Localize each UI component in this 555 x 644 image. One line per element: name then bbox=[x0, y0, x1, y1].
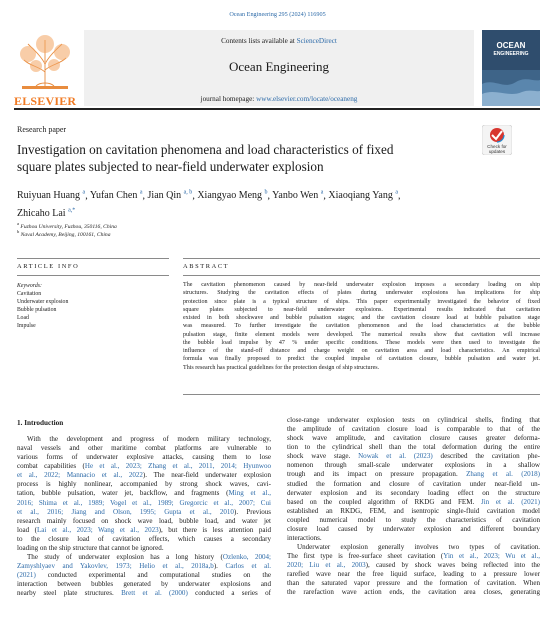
author[interactable] bbox=[197, 190, 267, 201]
author-name: Yanbo Wen bbox=[272, 190, 319, 202]
abstract-line: protection since plate is a typical structure of ships. This paper experimentally investigated the behavior of fixed bbox=[183, 298, 540, 305]
body-text: The first type is free-surface sheet cavitation ( bbox=[287, 552, 444, 561]
crossmark-line-1: Check for bbox=[487, 144, 507, 149]
body-line bbox=[17, 499, 271, 508]
citation-link[interactable]: Zhang et al. (2018) bbox=[466, 470, 541, 479]
body-text: ). Previous bbox=[233, 507, 271, 516]
body-text: various forms of underwater explosive attacks, causing them to lose bbox=[17, 453, 271, 462]
body-text: conducted a series of bbox=[187, 589, 271, 598]
divider bbox=[183, 275, 540, 276]
body-line bbox=[17, 444, 271, 453]
abstract-line: pulsation stage, finite element models were developed. The numerical results show that cavitation will increase bbox=[183, 331, 540, 338]
body-line bbox=[17, 462, 271, 471]
body-text: than the saturated vapor pressure and the formation of cavitation. When bbox=[287, 579, 540, 588]
author-affiliation-mark[interactable]: a,* bbox=[68, 207, 76, 214]
abstract-line: existed in both shockwave and bubble pulsation stages; and the cavitation closure load at bubble pulsation stage bbox=[183, 315, 540, 321]
divider bbox=[17, 275, 169, 276]
body-text: interaction between bubbles generated by underwater explosions and bbox=[17, 580, 271, 589]
crossmark-label[interactable] bbox=[476, 144, 518, 154]
body-line bbox=[17, 571, 271, 580]
body-text: studied the formation and closure of cavitation under near-field un- bbox=[287, 479, 540, 488]
abstract-line: This research has practical guidelines for the protection design of ship structures. bbox=[183, 364, 380, 371]
article-title bbox=[17, 141, 447, 175]
citation-link[interactable]: Ozlenko, 2004; bbox=[222, 553, 271, 562]
author-affiliation-mark[interactable]: a, b bbox=[183, 190, 193, 196]
author[interactable] bbox=[90, 190, 143, 201]
author-affiliation-mark[interactable]: a bbox=[320, 190, 324, 196]
body-text: process is highly nonlinear, accompanied by strong shock waves, cavi- bbox=[17, 480, 271, 489]
body-line bbox=[287, 470, 540, 479]
body-line bbox=[287, 516, 540, 525]
body-line bbox=[17, 489, 271, 498]
body-line bbox=[287, 579, 540, 588]
author[interactable] bbox=[148, 190, 193, 201]
citation-link[interactable]: 2020; Liu et al., 2003 bbox=[287, 561, 366, 570]
author-name: Yufan Chen bbox=[89, 190, 138, 202]
body-column-left bbox=[17, 435, 271, 598]
body-text: The study of underwater explosion has a long history ( bbox=[27, 553, 223, 562]
author-affiliation-mark[interactable]: a bbox=[395, 190, 399, 196]
citation-link[interactable]: Ming et al., bbox=[228, 489, 272, 498]
citation-link[interactable]: Zamyshlyaev and Yakovlev, 1973; Helio et al., 2018a,b bbox=[17, 562, 214, 571]
body-line bbox=[287, 434, 540, 443]
affiliation-mark: a bbox=[17, 221, 19, 226]
citation-link[interactable]: 2016; Shima et al., 1989; Vogel et al., 1989; Gregorcic et al., 2007; Cui bbox=[17, 498, 271, 507]
body-line bbox=[287, 525, 540, 534]
contents-line bbox=[84, 37, 474, 45]
divider bbox=[183, 258, 540, 259]
divider bbox=[183, 394, 540, 395]
body-line bbox=[17, 517, 271, 526]
abstract-line: structures. Studying the cavitation effects of plates during underwater explosions has implications for ship bbox=[183, 290, 540, 297]
affiliation-text: Fuzhou University, Fuzhou, 350116, China bbox=[20, 223, 117, 230]
cover-title-1: OCEAN bbox=[496, 41, 526, 50]
author-list bbox=[17, 186, 537, 221]
body-line bbox=[287, 443, 540, 452]
body-text: ), caused by shock waves being reflected into the bbox=[365, 561, 540, 570]
abstract-line: influence of the stand-off distance and charge weight on cavitation area and load characteristics. An empirical bbox=[183, 348, 540, 354]
contents-prefix: Contents lists available at bbox=[221, 37, 297, 45]
citation-link[interactable]: et al., 2016; Jiang and Olson, 1995; Gupta et al., 2010 bbox=[17, 507, 234, 516]
body-text: conducted experimental and computational studies on the bbox=[35, 571, 271, 580]
citation-link[interactable]: et al., 2022; Mannacio et al., 2022 bbox=[17, 471, 143, 480]
journal-citation[interactable]: Ocean Engineering 295 (2024) 116905 bbox=[229, 11, 326, 18]
affiliation-b bbox=[17, 229, 111, 238]
author-name: Jian Qin bbox=[147, 190, 182, 202]
citation-link[interactable]: Carlos et al. bbox=[225, 562, 271, 571]
keyword: Cavitation bbox=[17, 291, 42, 297]
body-line bbox=[287, 570, 540, 579]
keyword: Bubble pulsation bbox=[17, 307, 57, 313]
body-text: research mainly focused on shock wave load, bubble load, and water jet bbox=[17, 516, 271, 525]
citation-link[interactable]: He et al., 2023; Zhang et al., 2011, 2014; Hyunwoo bbox=[84, 462, 271, 471]
body-line bbox=[287, 489, 540, 498]
keyword: Underwater explosion bbox=[17, 299, 69, 305]
affiliation-text: Naval Academy, Beijing, 100161, China bbox=[20, 231, 111, 238]
body-text: derwater explosion and its secondary loading effect on the structure bbox=[287, 488, 540, 497]
body-text: loading on the ship structure that cannot be ignored. bbox=[17, 543, 164, 552]
body-text: ). The near-field underwater explosion bbox=[142, 471, 271, 480]
title-line-1: Investigation on cavitation phenomena and load characteristics of fixed bbox=[17, 142, 394, 157]
body-text: closure load caused by underwater explosion and different boundary bbox=[287, 524, 540, 533]
body-text: load ( bbox=[17, 525, 37, 534]
body-text: close-range underwater explosion tests on cylindrical shells, finding that bbox=[287, 416, 540, 424]
body-line bbox=[17, 435, 271, 444]
body-line bbox=[287, 498, 540, 507]
crossmark-line-2: updates bbox=[488, 149, 506, 154]
body-line bbox=[287, 480, 540, 489]
body-text: described the cavitation phe- bbox=[432, 452, 540, 461]
citation-link[interactable]: Lai et al., 2023; Wang et al., 2023 bbox=[37, 525, 159, 534]
body-text: trough and its impact on pressure propagation. bbox=[287, 470, 467, 479]
section-1-heading: 1. Introduction bbox=[17, 419, 64, 427]
body-line bbox=[17, 480, 271, 489]
body-text: interactions. bbox=[287, 534, 322, 543]
body-line bbox=[17, 453, 271, 462]
body-text: established an RKDG, FEM, and isentropic single-fluid cavitation model bbox=[287, 506, 540, 515]
body-text: combat capabilities ( bbox=[17, 462, 85, 471]
abstract-line: formula was finally proposed to predict the coupled impulse of cavitation closure, bubble pulsation and water jet. bbox=[183, 356, 540, 363]
author[interactable] bbox=[17, 208, 75, 219]
abstract-line: square plates subjected to near-field underwater explosions. Experimental results indicated that cavitation bbox=[183, 306, 540, 313]
body-line bbox=[17, 544, 271, 553]
body-line bbox=[287, 461, 540, 470]
citation-link[interactable]: Yin et al., 2023; Wu et al., bbox=[443, 552, 540, 561]
body-line bbox=[17, 508, 271, 517]
author-name: Ruiyuan Huang bbox=[17, 190, 81, 202]
body-text: the rarefaction wave action ends, the cavitation area closes, generating bbox=[287, 588, 540, 597]
body-line bbox=[287, 561, 540, 570]
body-line bbox=[17, 526, 271, 535]
publisher-wordmark: ELSEVIER bbox=[14, 94, 77, 108]
abstract-line: The cavitation phenomenon caused by near-field underwater explosion imposes a secondary loading on ship bbox=[183, 282, 540, 288]
author-name: Xiangyao Meng bbox=[197, 190, 263, 202]
body-line bbox=[287, 416, 540, 425]
body-text: tation, bubble pulsation, water jet, backflow, and fragments ( bbox=[17, 489, 229, 498]
body-text: the amplitude of cavitation closure load is comparable to that of the bbox=[287, 425, 540, 434]
journal-name: Ocean Engineering bbox=[229, 59, 329, 74]
homepage-prefix: journal homepage: bbox=[200, 95, 257, 103]
abstract-text bbox=[183, 281, 540, 372]
authors-line-1: Ruiyuan Huang $^a$, Yufan Chen $^a$, Jian Qin $^{a, b}$, Xiangyao Meng $^b$, Yanbo Wen $^a$, Xiaoqiang Yang $^a$, bbox=[17, 190, 401, 202]
journal-cover-image bbox=[482, 30, 540, 106]
keywords-label: Keywords: bbox=[17, 283, 42, 289]
body-line bbox=[17, 580, 271, 589]
citation-link[interactable]: Nowak et al. (2023) bbox=[358, 452, 433, 461]
body-line bbox=[287, 452, 540, 461]
citation-link[interactable]: Brett et al. (2000) bbox=[121, 589, 188, 598]
author-name: Zhicaho Lai bbox=[17, 207, 66, 219]
body-text: ), but there is less attention paid bbox=[158, 525, 271, 534]
body-text: naval vessels and other maritime combat platforms are vulnerable to bbox=[17, 444, 271, 453]
author[interactable] bbox=[17, 190, 85, 201]
body-text: tion to the cylindrical shell than the total deformation during the entire bbox=[287, 443, 540, 452]
body-text: nearby steel plate structures. bbox=[17, 589, 122, 598]
article-info-heading: ARTICLE INFO bbox=[17, 263, 80, 270]
body-line bbox=[287, 552, 540, 561]
journal-homepage-link[interactable]: www.elsevier.com/locate/oceaneng bbox=[256, 95, 358, 103]
body-line bbox=[287, 543, 540, 552]
author-affiliation-mark[interactable]: b bbox=[264, 190, 268, 196]
keyword: Load bbox=[17, 315, 29, 321]
citation-link[interactable]: Jin et al. (2021) bbox=[480, 497, 540, 506]
body-line bbox=[17, 562, 271, 571]
author-name: Xiaoqiang Yang bbox=[328, 190, 393, 202]
author-affiliation-mark[interactable]: a bbox=[139, 190, 143, 196]
body-line bbox=[17, 471, 271, 480]
keyword: Impulse bbox=[17, 323, 36, 329]
body-line bbox=[287, 588, 540, 597]
body-text: ). bbox=[213, 562, 226, 571]
homepage-line bbox=[84, 95, 474, 103]
author-affiliation-mark[interactable]: a bbox=[82, 190, 86, 196]
body-text: coupled numerical model to study the characteristics of cavitation bbox=[287, 515, 540, 524]
body-line bbox=[17, 535, 271, 544]
citation-link[interactable]: (2021) bbox=[17, 571, 36, 580]
abstract-line: was measured. To further investigate the cavitation phenomenon and the load characteristics at the bubble bbox=[183, 323, 540, 330]
abstract-heading: ABSTRACT bbox=[183, 263, 230, 270]
author[interactable] bbox=[272, 190, 323, 201]
affiliation-mark: b bbox=[17, 229, 20, 234]
body-text: rarefied wave near the free liquid surface, leading to a pressure lower bbox=[287, 570, 540, 579]
cover-title-2: ENGINEERING bbox=[493, 51, 529, 57]
article-type: Research paper bbox=[17, 125, 67, 134]
body-line bbox=[17, 553, 271, 562]
body-text: to the closure load of cavitation effects, which causes a secondary bbox=[17, 534, 271, 543]
body-line bbox=[287, 507, 540, 516]
cover-wave-graphic bbox=[482, 70, 540, 106]
body-text: Underwater explosion generally involves two types of cavitation. bbox=[297, 543, 540, 552]
divider bbox=[17, 258, 169, 259]
body-line bbox=[287, 425, 540, 434]
title-line-2: square plates subjected to near-field underwater explosion bbox=[17, 159, 324, 174]
body-text: based on the coupled algorithm of RKDG and FEM. bbox=[287, 497, 481, 506]
sciencedirect-link[interactable]: ScienceDirect bbox=[296, 37, 337, 45]
body-text: With the development and progress of modern military technology, bbox=[27, 435, 271, 443]
body-line bbox=[287, 534, 540, 543]
body-text: shock wave stage. bbox=[287, 452, 359, 461]
abstract-line: the bubble load impulse by 47 % under specific conditions. These models were then used to investigate the bbox=[183, 339, 540, 346]
body-text: nomenon through small-scale underwater explosions in a shallow bbox=[287, 461, 540, 470]
body-text: shock wave amplitude, and cavitation closure causes greater deforma- bbox=[287, 434, 540, 443]
header-divider bbox=[14, 108, 540, 110]
author[interactable] bbox=[328, 190, 398, 201]
body-column-right bbox=[287, 416, 540, 598]
body-line bbox=[17, 589, 271, 598]
